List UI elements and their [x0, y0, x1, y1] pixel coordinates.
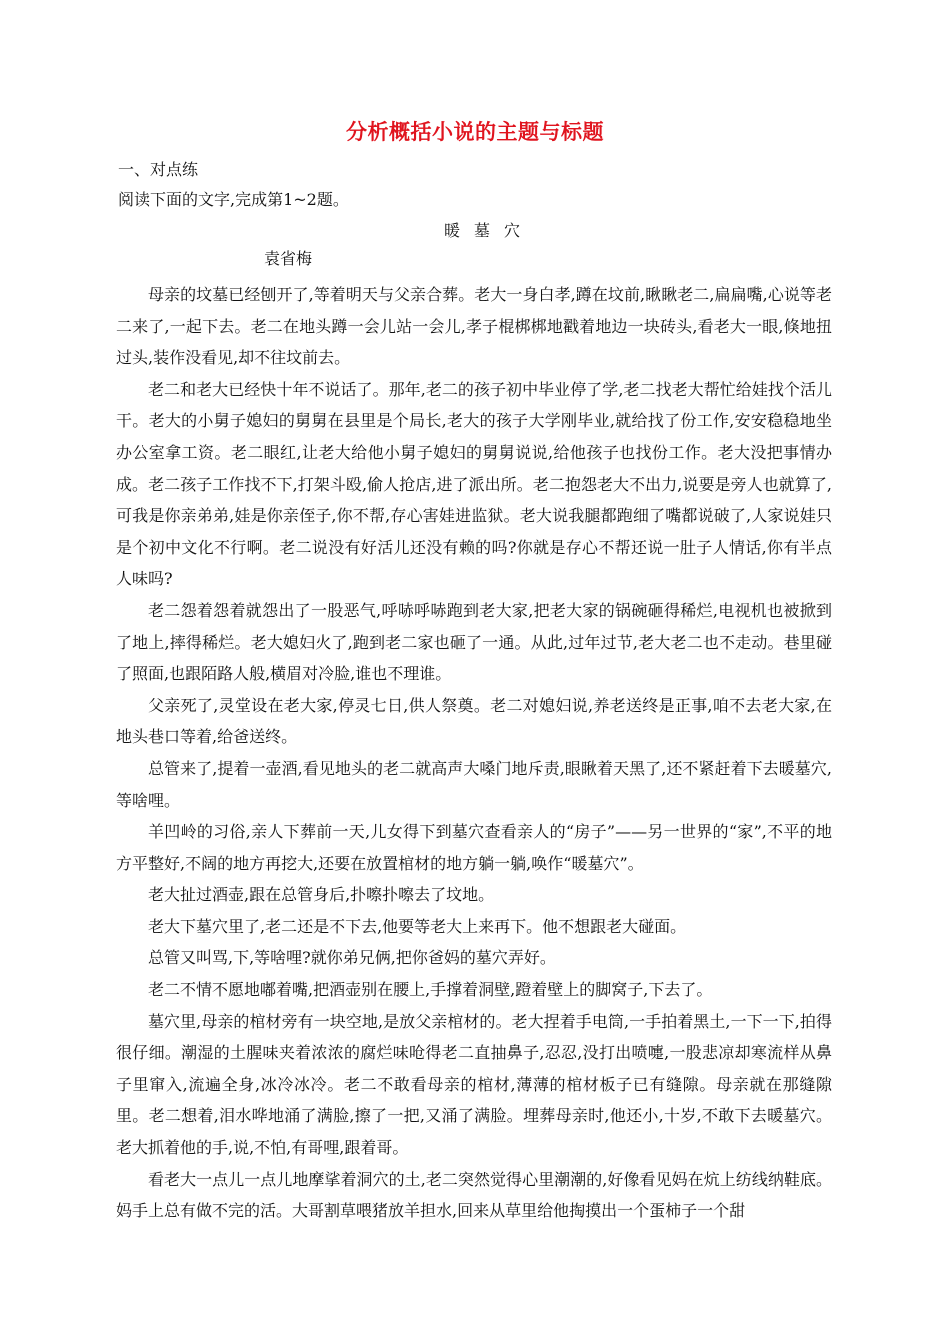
document-title: 分析概括小说的主题与标题	[346, 119, 604, 144]
paragraph: 墓穴里,母亲的棺材旁有一块空地,是放父亲棺材的。老大捏着手电筒,一手拍着黑土,一下一下,拍得很仔细。潮湿的土腥味夹着浓浓的腐烂味呛得老二直抽鼻子,忍忍,没打出喷嚏,一股悲凉却寒流样从鼻子里窜入,流遍全身,冰冷冰冷。老二不敢看母亲的棺材,薄薄的棺材板子已有缝隙。母亲就在那缝隙里。老二想着,泪水哗地涌了满脸,擦了一把,又涌了满脸。埋葬母亲时,他还小,十岁,不敢下去暖墓穴。老大抓着他的手,说,不怕,有哥哩,跟着哥。	[116, 1011, 832, 1158]
paragraph: 父亲死了,灵堂设在老大家,停灵七日,供人祭奠。老二对媳妇说,养老送终是正事,咱不去老大家,在地头巷口等着,给爸送终。	[116, 695, 832, 747]
story-body	[116, 279, 832, 1227]
paragraph: 总管又叫骂,下,等啥哩?就你弟兄俩,把你爸妈的墓穴弄好。	[148, 948, 556, 968]
instruction-text: 阅读下面的文字,完成第1~2题。	[118, 190, 349, 209]
paragraph: 羊凹岭的习俗,亲人下葬前一天,儿女得下到墓穴查看亲人的“房子”——另一世界的“家”,不平的地方平整好,不阔的地方再挖大,还要在放置棺材的地方躺一躺,唤作“暖墓穴”。	[116, 822, 832, 873]
section-heading: 一、对点练	[118, 160, 199, 179]
paragraph: 老二和老大已经快十年不说话了。那年,老二的孩子初中毕业停了学,老二找老大帮忙给娃找个活儿干。老大的小舅子媳妇的舅舅在县里是个局长,老大的孩子大学刚毕业,就给找了份工作,安安稳稳地坐办公室拿工资。老二眼红,让老大给他小舅子媳妇的舅舅说说,给他孩子也找份工作。老大没把事情办成。老二孩子工作找不下,打架斗殴,偷人抢店,进了派出所。老二抱怨老大不出力,说要是旁人也就算了,可我是你亲弟弟,娃是你亲侄子,你不帮,存心害娃进监狱。老大说我腿都跑细了嘴都说破了,人家说娃只是个初中文化不行啊。老二说没有好活儿还没有赖的吗?你就是存心不帮还说一肚子人情话,你有半点人味吗?	[116, 379, 832, 589]
story-title: 暖墓穴	[443, 221, 534, 240]
paragraph: 老二怨着怨着就怨出了一股恶气,呼哧呼哧跑到老大家,把老大家的锅碗砸得稀烂,电视机也被掀到了地上,摔得稀烂。老大媳妇火了,跑到老二家也砸了一通。从此,过年过节,老大老二也不走动。巷里碰了照面,也跟陌路人般,横眉对冷脸,谁也不理谁。	[116, 600, 832, 684]
paragraph: 总管来了,提着一壶酒,看见地头的老二就高声大嗓门地斥责,眼瞅着天黑了,还不紧赶着下去暖墓穴,等啥哩。	[116, 758, 832, 810]
paragraph: 老二不情不愿地嘟着嘴,把酒壶别在腰上,手撑着洞壁,蹬着壁上的脚窝子,下去了。	[148, 980, 713, 1000]
paragraph: 老大扯过酒壶,跟在总管身后,扑嚓扑嚓去了坟地。	[148, 885, 495, 905]
paragraph: 老大下墓穴里了,老二还是不下去,他要等老大上来再下。他不想跟老大碰面。	[148, 916, 687, 936]
story-author: 袁省梅	[264, 249, 313, 268]
paragraph: 看老大一点儿一点儿地摩挲着洞穴的土,老二突然觉得心里潮潮的,好像看见妈在炕上纺线纳鞋底。妈手上总有做不完的活。大哥割草喂猪放羊担水,回来从草里给他掏摸出一个蛋柿子一个甜	[116, 1169, 832, 1221]
paragraph: 母亲的坟墓已经刨开了,等着明天与父亲合葬。老大一身白孝,蹲在坟前,瞅瞅老二,扁扁嘴,心说等老二来了,一起下去。老二在地头蹲一会儿站一会儿,孝子棍梆梆地戳着地边一块砖头,看老大一眼,倏地扭过头,装作没看见,却不往坟前去。	[116, 285, 832, 368]
